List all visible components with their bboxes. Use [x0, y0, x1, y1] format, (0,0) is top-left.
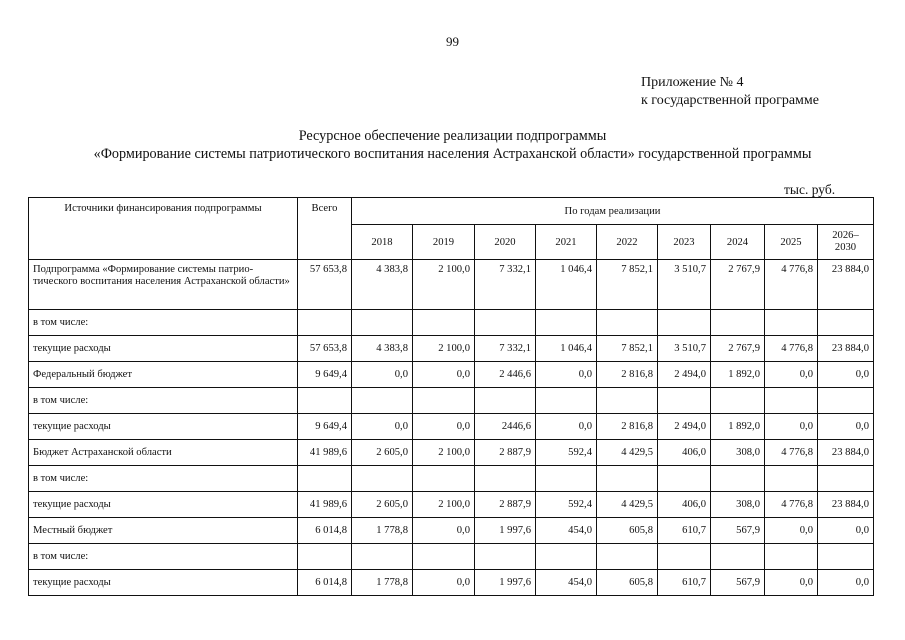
cell-value: 3 510,7 [658, 336, 711, 362]
header-year: 2021 [536, 225, 597, 260]
cell-value: 23 884,0 [818, 260, 874, 310]
cell-value: 0,0 [413, 414, 475, 440]
cell-value: 0,0 [413, 362, 475, 388]
row-label: Бюджет Астраханской области [29, 440, 298, 466]
cell-value [413, 310, 475, 336]
cell-value: 4 776,8 [765, 260, 818, 310]
title-line-1: Ресурсное обеспечение реализации подпрограммы [298, 128, 607, 144]
cell-value [818, 544, 874, 570]
cell-value: 2 767,9 [711, 260, 765, 310]
cell-value: 7 332,1 [475, 260, 536, 310]
cell-value: 2 494,0 [658, 362, 711, 388]
cell-value: 0,0 [818, 414, 874, 440]
cell-value: 454,0 [536, 518, 597, 544]
cell-value: 0,0 [765, 518, 818, 544]
cell-value: 4 776,8 [765, 492, 818, 518]
cell-value: 0,0 [413, 570, 475, 596]
cell-value: 2 605,0 [352, 440, 413, 466]
table-row [29, 362, 874, 388]
table-row [29, 310, 874, 336]
cell-total: 41 989,6 [298, 492, 352, 518]
cell-value: 592,4 [536, 440, 597, 466]
row-label: текущие расходы [29, 570, 298, 596]
header-total: Всего [298, 198, 352, 260]
row-label: в том числе: [29, 544, 298, 570]
cell-value: 1 997,6 [475, 570, 536, 596]
cell-value: 4 776,8 [765, 336, 818, 362]
cell-value: 7 332,1 [475, 336, 536, 362]
cell-value: 567,9 [711, 518, 765, 544]
header-source: Источники финансирования подпрограммы [29, 198, 298, 260]
cell-value [658, 544, 711, 570]
cell-value: 4 776,8 [765, 440, 818, 466]
header-year: 2020 [475, 225, 536, 260]
cell-value [597, 466, 658, 492]
cell-value: 4 383,8 [352, 260, 413, 310]
cell-value [818, 466, 874, 492]
cell-value [765, 310, 818, 336]
cell-value [597, 388, 658, 414]
header-year: 2018 [352, 225, 413, 260]
cell-value [413, 466, 475, 492]
unit-label: тыс. руб. [784, 182, 836, 197]
page-number: 99 [446, 34, 459, 49]
cell-value [765, 544, 818, 570]
cell-value: 1 778,8 [352, 518, 413, 544]
annex-line-1: Приложение № 4 [641, 75, 744, 90]
cell-value [352, 466, 413, 492]
cell-total: 57 653,8 [298, 260, 352, 310]
cell-value: 605,8 [597, 570, 658, 596]
cell-value [352, 310, 413, 336]
cell-total: 6 014,8 [298, 570, 352, 596]
table-row [29, 570, 874, 596]
cell-value: 2 767,9 [711, 336, 765, 362]
cell-value [475, 544, 536, 570]
cell-value [536, 388, 597, 414]
cell-value: 308,0 [711, 492, 765, 518]
cell-value: 0,0 [536, 362, 597, 388]
cell-value [658, 466, 711, 492]
cell-total [298, 310, 352, 336]
row-label: Федеральный бюджет [29, 362, 298, 388]
header-by-year: По годам реализации [352, 198, 874, 225]
cell-value: 454,0 [536, 570, 597, 596]
cell-value: 308,0 [711, 440, 765, 466]
header-year-range-end: 2030 [834, 242, 857, 253]
cell-value [475, 310, 536, 336]
cell-total: 9 649,4 [298, 362, 352, 388]
cell-value: 7 852,1 [597, 336, 658, 362]
document-title [0, 127, 905, 163]
table-row [29, 518, 874, 544]
title-line-2: «Формирование системы патриотического воспитания населения Астраханской области» государственной программы [93, 146, 812, 162]
cell-value [711, 466, 765, 492]
cell-value: 610,7 [658, 570, 711, 596]
cell-value [352, 388, 413, 414]
cell-total [298, 544, 352, 570]
cell-value: 0,0 [536, 414, 597, 440]
cell-value: 0,0 [352, 362, 413, 388]
cell-value: 567,9 [711, 570, 765, 596]
cell-value: 1 892,0 [711, 414, 765, 440]
table-row [29, 388, 874, 414]
cell-value [413, 544, 475, 570]
cell-value: 0,0 [818, 570, 874, 596]
row-label: текущие расходы [29, 492, 298, 518]
cell-value [475, 388, 536, 414]
cell-value [818, 310, 874, 336]
cell-value: 2 494,0 [658, 414, 711, 440]
cell-total: 9 649,4 [298, 414, 352, 440]
cell-value: 3 510,7 [658, 260, 711, 310]
cell-value: 2 887,9 [475, 492, 536, 518]
row-label: текущие расходы [29, 336, 298, 362]
cell-value [536, 466, 597, 492]
annex-line-2: к государственной программе [641, 93, 819, 108]
cell-total: 6 014,8 [298, 518, 352, 544]
cell-value: 2446,6 [475, 414, 536, 440]
cell-value [818, 388, 874, 414]
cell-value [658, 388, 711, 414]
header-year: 2023 [658, 225, 711, 260]
cell-value: 0,0 [765, 570, 818, 596]
row-label: Подпрограмма «Формирование системы патрио-тического воспитания населения Астраханской области» [29, 260, 298, 310]
header-year: 2019 [413, 225, 475, 260]
cell-value [711, 544, 765, 570]
table-row [29, 440, 874, 466]
table-row [29, 336, 874, 362]
cell-value [658, 310, 711, 336]
cell-value: 23 884,0 [818, 492, 874, 518]
cell-value: 1 046,4 [536, 260, 597, 310]
cell-value: 23 884,0 [818, 336, 874, 362]
cell-value: 2 100,0 [413, 260, 475, 310]
annex-caption [641, 74, 819, 110]
cell-value: 2 887,9 [475, 440, 536, 466]
cell-value: 0,0 [818, 518, 874, 544]
cell-value [536, 310, 597, 336]
cell-value: 0,0 [765, 414, 818, 440]
funding-table [28, 197, 874, 596]
cell-value: 0,0 [818, 362, 874, 388]
cell-value: 2 446,6 [475, 362, 536, 388]
cell-value: 2 605,0 [352, 492, 413, 518]
cell-value: 406,0 [658, 492, 711, 518]
row-label: Местный бюджет [29, 518, 298, 544]
cell-total: 57 653,8 [298, 336, 352, 362]
cell-value: 1 892,0 [711, 362, 765, 388]
cell-value: 4 429,5 [597, 440, 658, 466]
row-label: в том числе: [29, 388, 298, 414]
cell-value: 7 852,1 [597, 260, 658, 310]
cell-value [597, 544, 658, 570]
table-row [29, 414, 874, 440]
cell-value [352, 544, 413, 570]
cell-value: 1 778,8 [352, 570, 413, 596]
cell-value: 0,0 [765, 362, 818, 388]
cell-value: 0,0 [352, 414, 413, 440]
cell-value: 2 100,0 [413, 440, 475, 466]
cell-value: 0,0 [413, 518, 475, 544]
cell-total [298, 388, 352, 414]
cell-value: 1 997,6 [475, 518, 536, 544]
table-row [29, 544, 874, 570]
cell-total: 41 989,6 [298, 440, 352, 466]
header-year: 2022 [597, 225, 658, 260]
cell-value [765, 388, 818, 414]
header-year: 2024 [711, 225, 765, 260]
cell-total [298, 466, 352, 492]
cell-value [475, 466, 536, 492]
row-label: в том числе: [29, 310, 298, 336]
table-row [29, 260, 874, 310]
header-year: 2025 [765, 225, 818, 260]
cell-value: 1 046,4 [536, 336, 597, 362]
table-row [29, 466, 874, 492]
table-row [29, 492, 874, 518]
cell-value [413, 388, 475, 414]
cell-value [597, 310, 658, 336]
cell-value [765, 466, 818, 492]
cell-value: 2 100,0 [413, 492, 475, 518]
cell-value: 2 100,0 [413, 336, 475, 362]
header-year-range-start: 2026– [832, 230, 859, 241]
cell-value: 406,0 [658, 440, 711, 466]
row-label: текущие расходы [29, 414, 298, 440]
cell-value: 610,7 [658, 518, 711, 544]
cell-value: 2 816,8 [597, 362, 658, 388]
cell-value [711, 310, 765, 336]
header-row-top [29, 198, 874, 225]
cell-value [536, 544, 597, 570]
cell-value: 23 884,0 [818, 440, 874, 466]
cell-value: 592,4 [536, 492, 597, 518]
cell-value: 4 429,5 [597, 492, 658, 518]
cell-value: 605,8 [597, 518, 658, 544]
row-label: в том числе: [29, 466, 298, 492]
header-year-range [818, 225, 874, 260]
cell-value [711, 388, 765, 414]
cell-value: 4 383,8 [352, 336, 413, 362]
cell-value: 2 816,8 [597, 414, 658, 440]
